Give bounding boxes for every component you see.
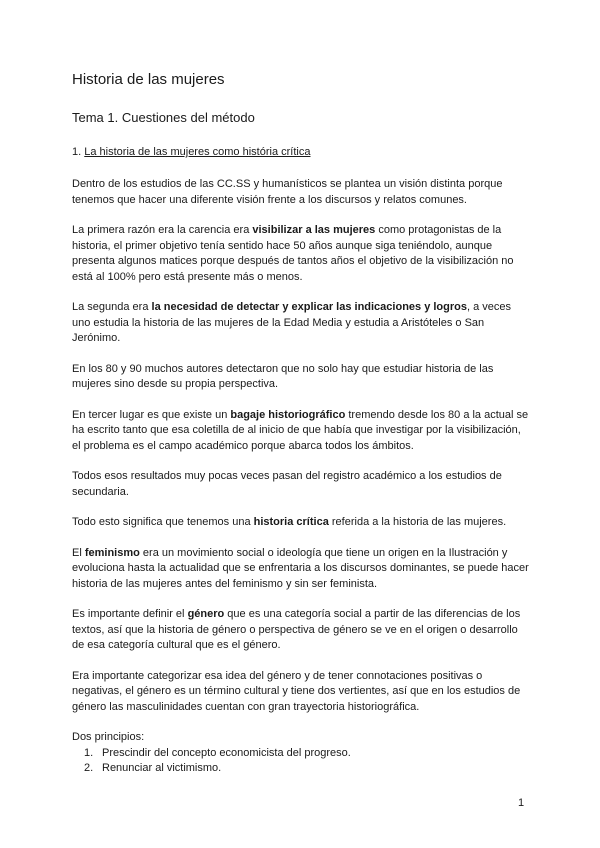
paragraph — [72, 300, 532, 347]
paragraph-text: referida a la historia de las mujeres. — [328, 516, 507, 528]
list-item-number: 1. — [84, 746, 94, 759]
paragraph — [72, 669, 532, 716]
paragraph — [72, 607, 532, 654]
paragraph — [72, 362, 532, 393]
list-item-text: Renunciar al victimismo. — [102, 762, 222, 774]
page-number: 1 — [518, 797, 525, 809]
paragraph-text: En los 80 y 90 muchos autores detectaron que no solo hay que estudiar historia de las mujeres sino desde su propia perspectiva. — [72, 362, 494, 390]
bold-term: la necesidad de detectar y explicar las indicaciones y logros — [151, 301, 467, 313]
paragraph-text: , a veces uno estudia la historia de las mujeres de la Edad Media y estudia a Aristóteles o San Jerónimo. — [72, 301, 512, 344]
document-title: Historia de las mujeres — [72, 71, 225, 88]
bold-term: bagaje historiográfico — [230, 408, 346, 421]
section-number: 1. — [72, 146, 82, 158]
bold-term: visibilizar a las mujeres — [252, 224, 376, 236]
paragraph — [72, 469, 532, 500]
paragraph-text: Era importante categorizar esa idea del género y de tener connotaciones positivas o negativas, el género es un término cultural y tiene dos vertientes, así que en los estudios de género las masculinidades cuentan con gran trayectoria historiográfica. — [72, 669, 521, 713]
list-item — [84, 746, 532, 762]
paragraph-text: como protagonistas de la historia, el primer objetivo tenía sentido hace 50 años aunque siga teniéndolo, aunque presenta algunos matices porque después de tantos años el objetivo de la visibilización no está al 100% pero está presente más o menos. — [72, 224, 514, 283]
paragraph — [72, 223, 532, 285]
paragraph — [72, 515, 532, 531]
paragraphs — [72, 177, 532, 715]
paragraph — [72, 177, 532, 208]
list-item — [84, 761, 532, 777]
paragraph-text: En tercer lugar es que existe un — [72, 408, 231, 421]
paragraph-text: El — [72, 546, 85, 559]
section-heading — [72, 145, 532, 160]
paragraph-text: Es importante definir el — [72, 608, 188, 620]
paragraph-text: Dentro de los estudios de las CC.SS y humanísticos se plantea un visión distinta porque tenemos que hacer una diferente visión frente a los discursos y relatos comunes. — [72, 178, 503, 206]
paragraph — [72, 546, 532, 593]
paragraph — [72, 408, 532, 455]
section-heading-text: La historia de las mujeres como história crítica — [84, 146, 311, 158]
document-page — [72, 70, 532, 777]
paragraph-text: Todos esos resultados muy pocas veces pasan del registro académico a los estudios de secundaria. — [72, 470, 502, 498]
paragraph-text: Todo esto significa que tenemos una — [72, 516, 254, 528]
paragraph-text: La primera razón era la carencia era — [72, 224, 253, 236]
paragraph-text: que es una categoría social a partir de las diferencias de los textos, así que la historia de género o perspectiva de género se ve en el origen o desarrollo de esa categoría cultural que es el género. — [72, 608, 521, 651]
bold-term: género — [187, 608, 225, 620]
paragraph-text: La segunda era — [72, 301, 152, 313]
bold-term: historia crítica — [253, 516, 329, 528]
bold-term: feminismo — [84, 546, 140, 559]
principles-list — [72, 746, 532, 777]
list-item-text: Prescindir del concepto economicista del progreso. — [102, 746, 351, 759]
principles-block — [72, 730, 532, 777]
document-subtitle: Tema 1. Cuestiones del método — [72, 110, 255, 125]
paragraph-text: tremendo desde los 80 a la actual se ha escrito tanto que esa coletilla de al inicio de que había que investigar por la visibilización, el problema es el campo académico porque abarca todos los ámbitos. — [72, 408, 529, 452]
paragraph-text: era un movimiento social o ideología que tiene un origen en la Ilustración y evoluciona hasta la actualidad que se enfrentaria a los discursos dominantes, se puede hacer historia de las mujeres antes del feminismo y sin ser feminista. — [72, 546, 529, 590]
list-item-number: 2. — [84, 762, 94, 774]
principles-label: Dos principios: — [72, 731, 145, 743]
